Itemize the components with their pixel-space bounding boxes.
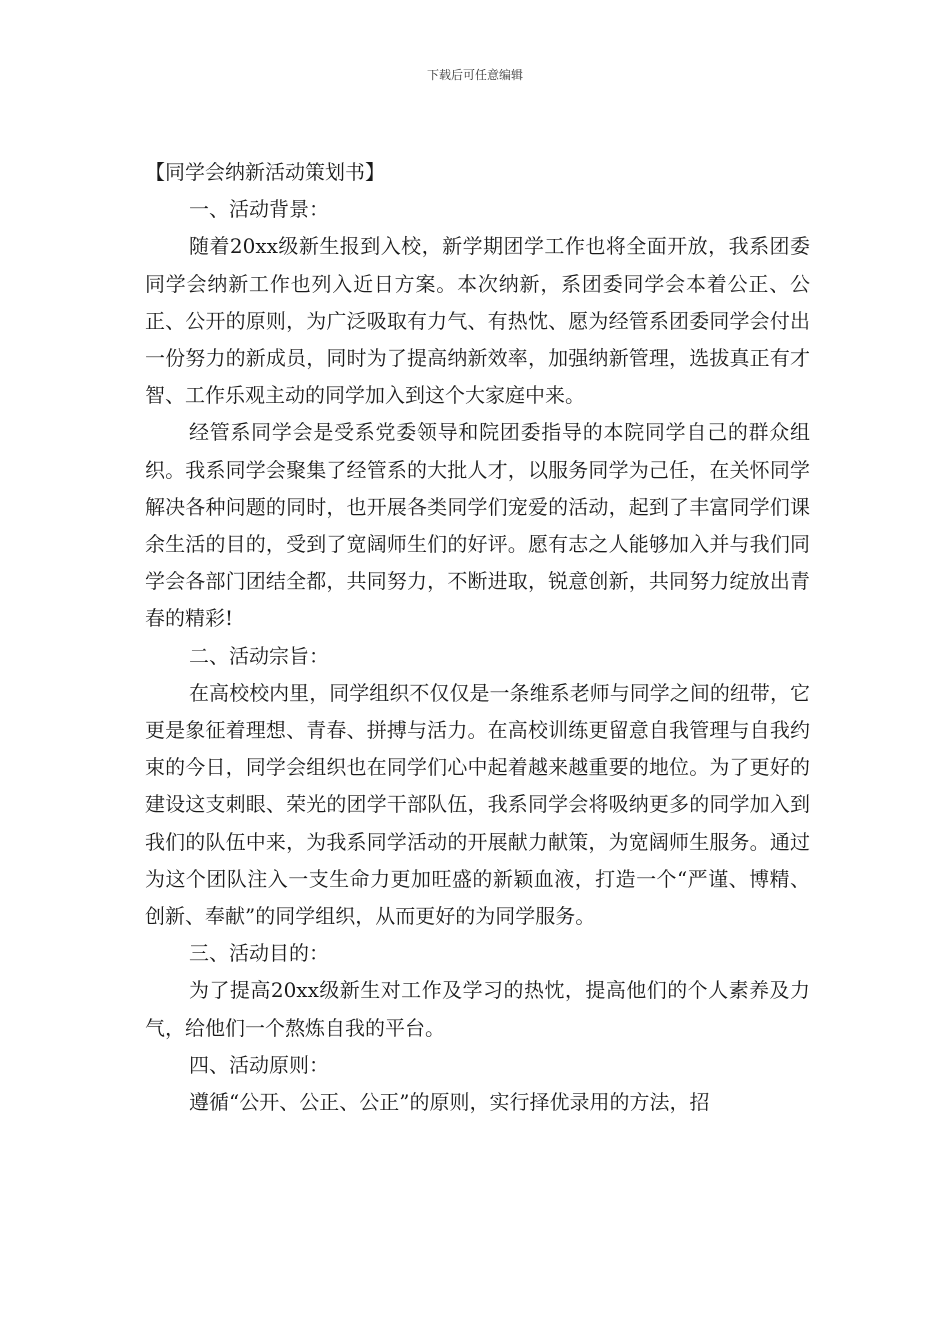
paragraph-purpose-1: 在高校校内里，同学组织不仅仅是一条维系老师与同学之间的纽带，它更是象征着理想、青春、拼搏与活力。在高校训练更留意自我管理与自我约束的今日，同学会组织也在同学们心中起着越来越重要的地位。为了更好的建设这支刺眼、荣光的团学干部队伍，我系同学会将吸纳更多的同学加入到我们的队伍中来，为我系同学活动的开展献力献策，为宽阔师生服务。通过为这个团队注入一支生命力更加旺盛的新颖血液，打造一个“严谨、博精、创新、奉献”的同学组织，从而更好的为同学服务。 [145, 680, 810, 929]
document-body [145, 154, 810, 1121]
section-heading-background: 一、活动背景： [189, 197, 329, 222]
section-heading-principle: 四、活动原则： [189, 1052, 329, 1077]
paragraph-background-2: 经管系同学会是受系党委领导和院团委指导的本院同学自己的群众组织。我系同学会聚集了经管系的大批人才，以服务同学为己任，在关怀同学解决各种问题的同时，也开展各类同学们宠爱的活动，起到了丰富同学们课余生活的目的，受到了宽阔师生们的好评。愿有志之人能够加入并与我们同学会各部门团结全都，共同努力，不断进取，锐意创新，共同努力绽放出青春的精彩! [145, 420, 810, 631]
paragraph-background-1: 随着20xx级新生报到入校，新学期团学工作也将全面开放，我系团委同学会纳新工作也列入近日方案。本次纳新，系团委同学会本着公正、公正、公开的原则，为广泛吸取有力气、有热忱、愿为经管系团委同学会付出一份努力的新成员，同时为了提高纳新效率，加强纳新管理，选拔真正有才智、工作乐观主动的同学加入到这个大家庭中来。 [145, 234, 810, 408]
section-heading-purpose: 二、活动宗旨： [189, 643, 329, 668]
page-header-note: 下载后可任意编辑 [426, 68, 523, 82]
document-title: 【同学会纳新活动策划书】 [145, 160, 385, 184]
paragraph-goal-1: 为了提高20xx级新生对工作及学习的热忱，提高他们的个人素养及力气，给他们一个熬炼自我的平台。 [145, 978, 810, 1040]
section-heading-goal: 三、活动目的： [189, 941, 329, 966]
paragraph-principle-1: 遵循“公开、公正、公正”的原则，实行择优录用的方法，招 [189, 1090, 710, 1115]
